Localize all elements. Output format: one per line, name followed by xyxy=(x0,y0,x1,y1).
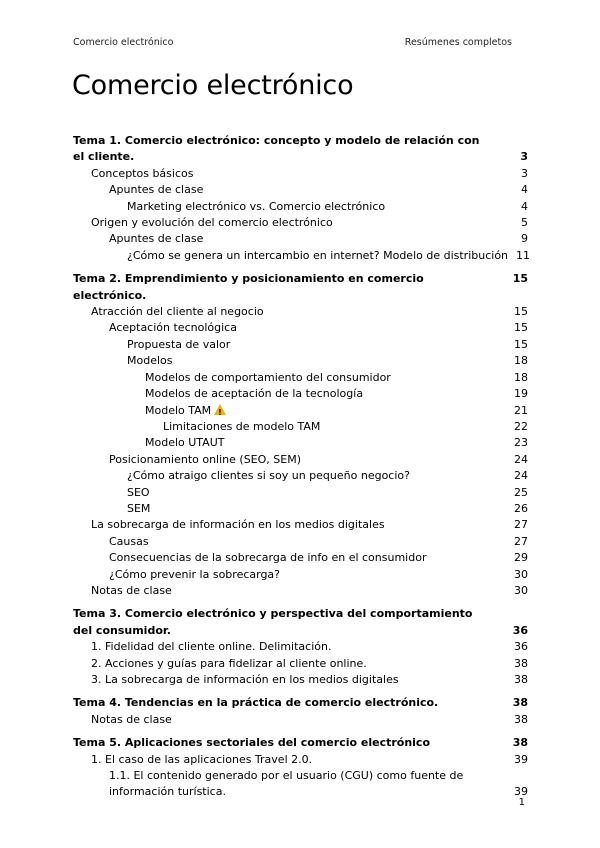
toc-entry-text: Modelos de aceptación de la tecnología xyxy=(145,387,364,401)
toc-entry-text: Causas xyxy=(109,534,149,548)
toc-entry-text: ¿Cómo se genera un intercambio en internet? Modelo de distribución xyxy=(127,248,509,262)
toc-entry-text: Marketing electrónico vs. Comercio electrónico xyxy=(127,199,386,213)
toc-entry[interactable] xyxy=(73,337,528,353)
toc-entry-text: SEM xyxy=(127,501,151,515)
toc-entry-text: Limitaciones de modelo TAM xyxy=(163,419,321,433)
table-of-contents xyxy=(73,132,531,801)
toc-entry-page: 36 xyxy=(512,623,528,637)
toc-entry-text: ¿Cómo atraigo clientes si soy un pequeño negocio? xyxy=(127,469,410,483)
toc-entry-text: ¿Cómo prevenir la sobrecarga? xyxy=(109,567,281,581)
toc-entry[interactable] xyxy=(73,468,528,484)
toc-entry-page: 15 xyxy=(514,305,528,319)
toc-entry[interactable] xyxy=(73,567,528,583)
toc-entry-text: Notas de clase xyxy=(91,712,172,726)
toc-entry[interactable] xyxy=(73,517,528,533)
toc-entry[interactable] xyxy=(73,435,528,451)
toc-entry-text: 1. El caso de las aplicaciones Travel 2.0. xyxy=(91,752,313,766)
toc-entry-text: Notas de clase xyxy=(91,583,172,597)
toc-entry-text: 2. Acciones y guías para fidelizar al cliente online. xyxy=(91,656,367,670)
toc-entry-page: 39 xyxy=(514,785,528,799)
toc-entry-text: Modelo UTAUT xyxy=(145,436,225,450)
toc-entry-page: 30 xyxy=(514,567,528,581)
running-header-left: Comercio electrónico xyxy=(73,37,174,48)
toc-entry-page: 36 xyxy=(514,640,528,654)
toc-entry-page: 25 xyxy=(514,485,528,499)
toc-entry-page: 23 xyxy=(514,436,528,450)
toc-entry-page: 3 xyxy=(521,166,528,180)
toc-entry-text: La sobrecarga de información en los medios digitales xyxy=(91,518,385,532)
toc-entry[interactable] xyxy=(73,534,528,550)
toc-entry-page: 9 xyxy=(521,232,528,246)
toc-entry[interactable] xyxy=(73,550,528,566)
toc-entry-page: 21 xyxy=(514,403,528,417)
toc-entry-page: 24 xyxy=(514,452,528,466)
toc-entry[interactable] xyxy=(73,403,528,419)
toc-entry-text: Modelos de comportamiento del consumidor xyxy=(145,370,391,384)
warning-icon xyxy=(214,404,226,415)
toc-entry[interactable] xyxy=(73,768,528,801)
toc-entry[interactable] xyxy=(73,320,528,336)
toc-entry-page: 30 xyxy=(514,583,528,597)
toc-entry-page: 15 xyxy=(514,337,528,351)
toc-entry-text: Modelos xyxy=(127,354,173,368)
toc-entry[interactable] xyxy=(73,353,528,369)
toc-entry[interactable] xyxy=(73,166,528,182)
toc-entry-text: Consecuencias de la sobrecarga de info en el consumidor xyxy=(109,551,427,565)
page-number: 1 xyxy=(518,797,525,808)
toc-entry[interactable] xyxy=(73,672,528,688)
toc-entry-text: Tema 4. Tendencias en la práctica de comercio electrónico. xyxy=(73,696,439,710)
toc-entry[interactable] xyxy=(73,199,528,215)
toc-entry-text: 3. La sobrecarga de información en los medios digitales xyxy=(91,673,399,686)
toc-entry[interactable] xyxy=(73,215,528,231)
toc-entry-page: 27 xyxy=(514,518,528,532)
toc-entry[interactable] xyxy=(73,419,528,435)
toc-entry-tema-5[interactable] xyxy=(73,735,528,751)
toc-entry-text: 1.1. El contenido generado por el usuario (CGU) como fuente de información turística. xyxy=(109,769,464,799)
toc-entry[interactable] xyxy=(73,182,528,198)
toc-entry-text: Modelo TAM xyxy=(145,403,212,417)
toc-entry-tema-1[interactable] xyxy=(73,133,528,166)
toc-entry-text: Tema 3. Comercio electrónico y perspectiva del comportamiento del consumidor. xyxy=(73,607,473,637)
toc-entry-page: 38 xyxy=(514,673,528,686)
toc-entry-text: SEO xyxy=(127,485,150,499)
toc-entry[interactable] xyxy=(73,656,528,672)
toc-entry-page: 26 xyxy=(514,501,528,515)
toc-entry-text: Posicionamiento online (SEO, SEM) xyxy=(109,452,301,466)
toc-entry-page: 22 xyxy=(514,419,528,433)
toc-entry[interactable] xyxy=(73,231,528,247)
toc-entry[interactable] xyxy=(73,752,528,768)
toc-entry-page: 29 xyxy=(514,551,528,565)
document-title: Comercio electrónico xyxy=(72,70,354,101)
toc-entry[interactable] xyxy=(73,583,528,599)
toc-entry[interactable] xyxy=(73,485,528,501)
toc-entry-text: Atracción del cliente al negocio xyxy=(91,305,264,319)
toc-entry-text: Tema 1. Comercio electrónico: concepto y modelo de relación con el cliente. xyxy=(73,134,480,164)
toc-entry-page: 11 xyxy=(516,248,531,262)
toc-entry-text: Tema 2. Emprendimiento y posicionamiento en comercio electrónico. xyxy=(73,272,424,302)
toc-entry[interactable] xyxy=(73,248,531,264)
toc-entry-page: 18 xyxy=(514,354,528,368)
toc-entry-text: Origen y evolución del comercio electrónico xyxy=(91,216,333,230)
running-header-right: Resúmenes completos xyxy=(404,37,512,48)
toc-entry-text: Propuesta de valor xyxy=(127,337,231,351)
toc-entry-page: 38 xyxy=(512,736,528,750)
toc-entry-page: 19 xyxy=(514,387,528,401)
toc-entry-page: 38 xyxy=(514,656,528,670)
toc-entry-page: 24 xyxy=(514,469,528,483)
toc-entry-page: 39 xyxy=(514,752,528,766)
toc-entry-page: 15 xyxy=(512,272,528,286)
toc-entry-text: Conceptos básicos xyxy=(91,166,194,180)
toc-entry-page: 38 xyxy=(512,696,528,710)
toc-entry-page: 3 xyxy=(520,150,528,164)
toc-entry-page: 5 xyxy=(521,216,528,230)
toc-entry-page: 27 xyxy=(514,534,528,548)
toc-entry[interactable] xyxy=(73,639,528,655)
toc-entry[interactable] xyxy=(73,370,528,386)
toc-entry-page: 38 xyxy=(514,712,528,726)
toc-entry-tema-4[interactable] xyxy=(73,695,528,711)
toc-entry-text: Aceptación tecnológica xyxy=(109,321,237,335)
toc-entry-text: Tema 5. Aplicaciones sectoriales del comercio electrónico xyxy=(73,736,431,750)
toc-entry-text: Apuntes de clase xyxy=(109,232,204,246)
toc-entry-page: 15 xyxy=(514,321,528,335)
toc-entry-page: 18 xyxy=(514,370,528,384)
toc-entry-page: 4 xyxy=(521,183,528,197)
toc-entry[interactable] xyxy=(73,304,528,320)
toc-entry[interactable] xyxy=(73,386,528,402)
toc-entry-page: 4 xyxy=(521,199,528,213)
toc-entry[interactable] xyxy=(73,452,528,468)
toc-entry-tema-2[interactable] xyxy=(73,271,528,304)
toc-entry-text: Apuntes de clase xyxy=(109,183,204,197)
toc-entry[interactable] xyxy=(73,501,528,517)
toc-entry-tema-3[interactable] xyxy=(73,606,528,639)
toc-entry[interactable] xyxy=(73,712,528,728)
toc-entry-text: 1. Fidelidad del cliente online. Delimitación. xyxy=(91,640,332,654)
